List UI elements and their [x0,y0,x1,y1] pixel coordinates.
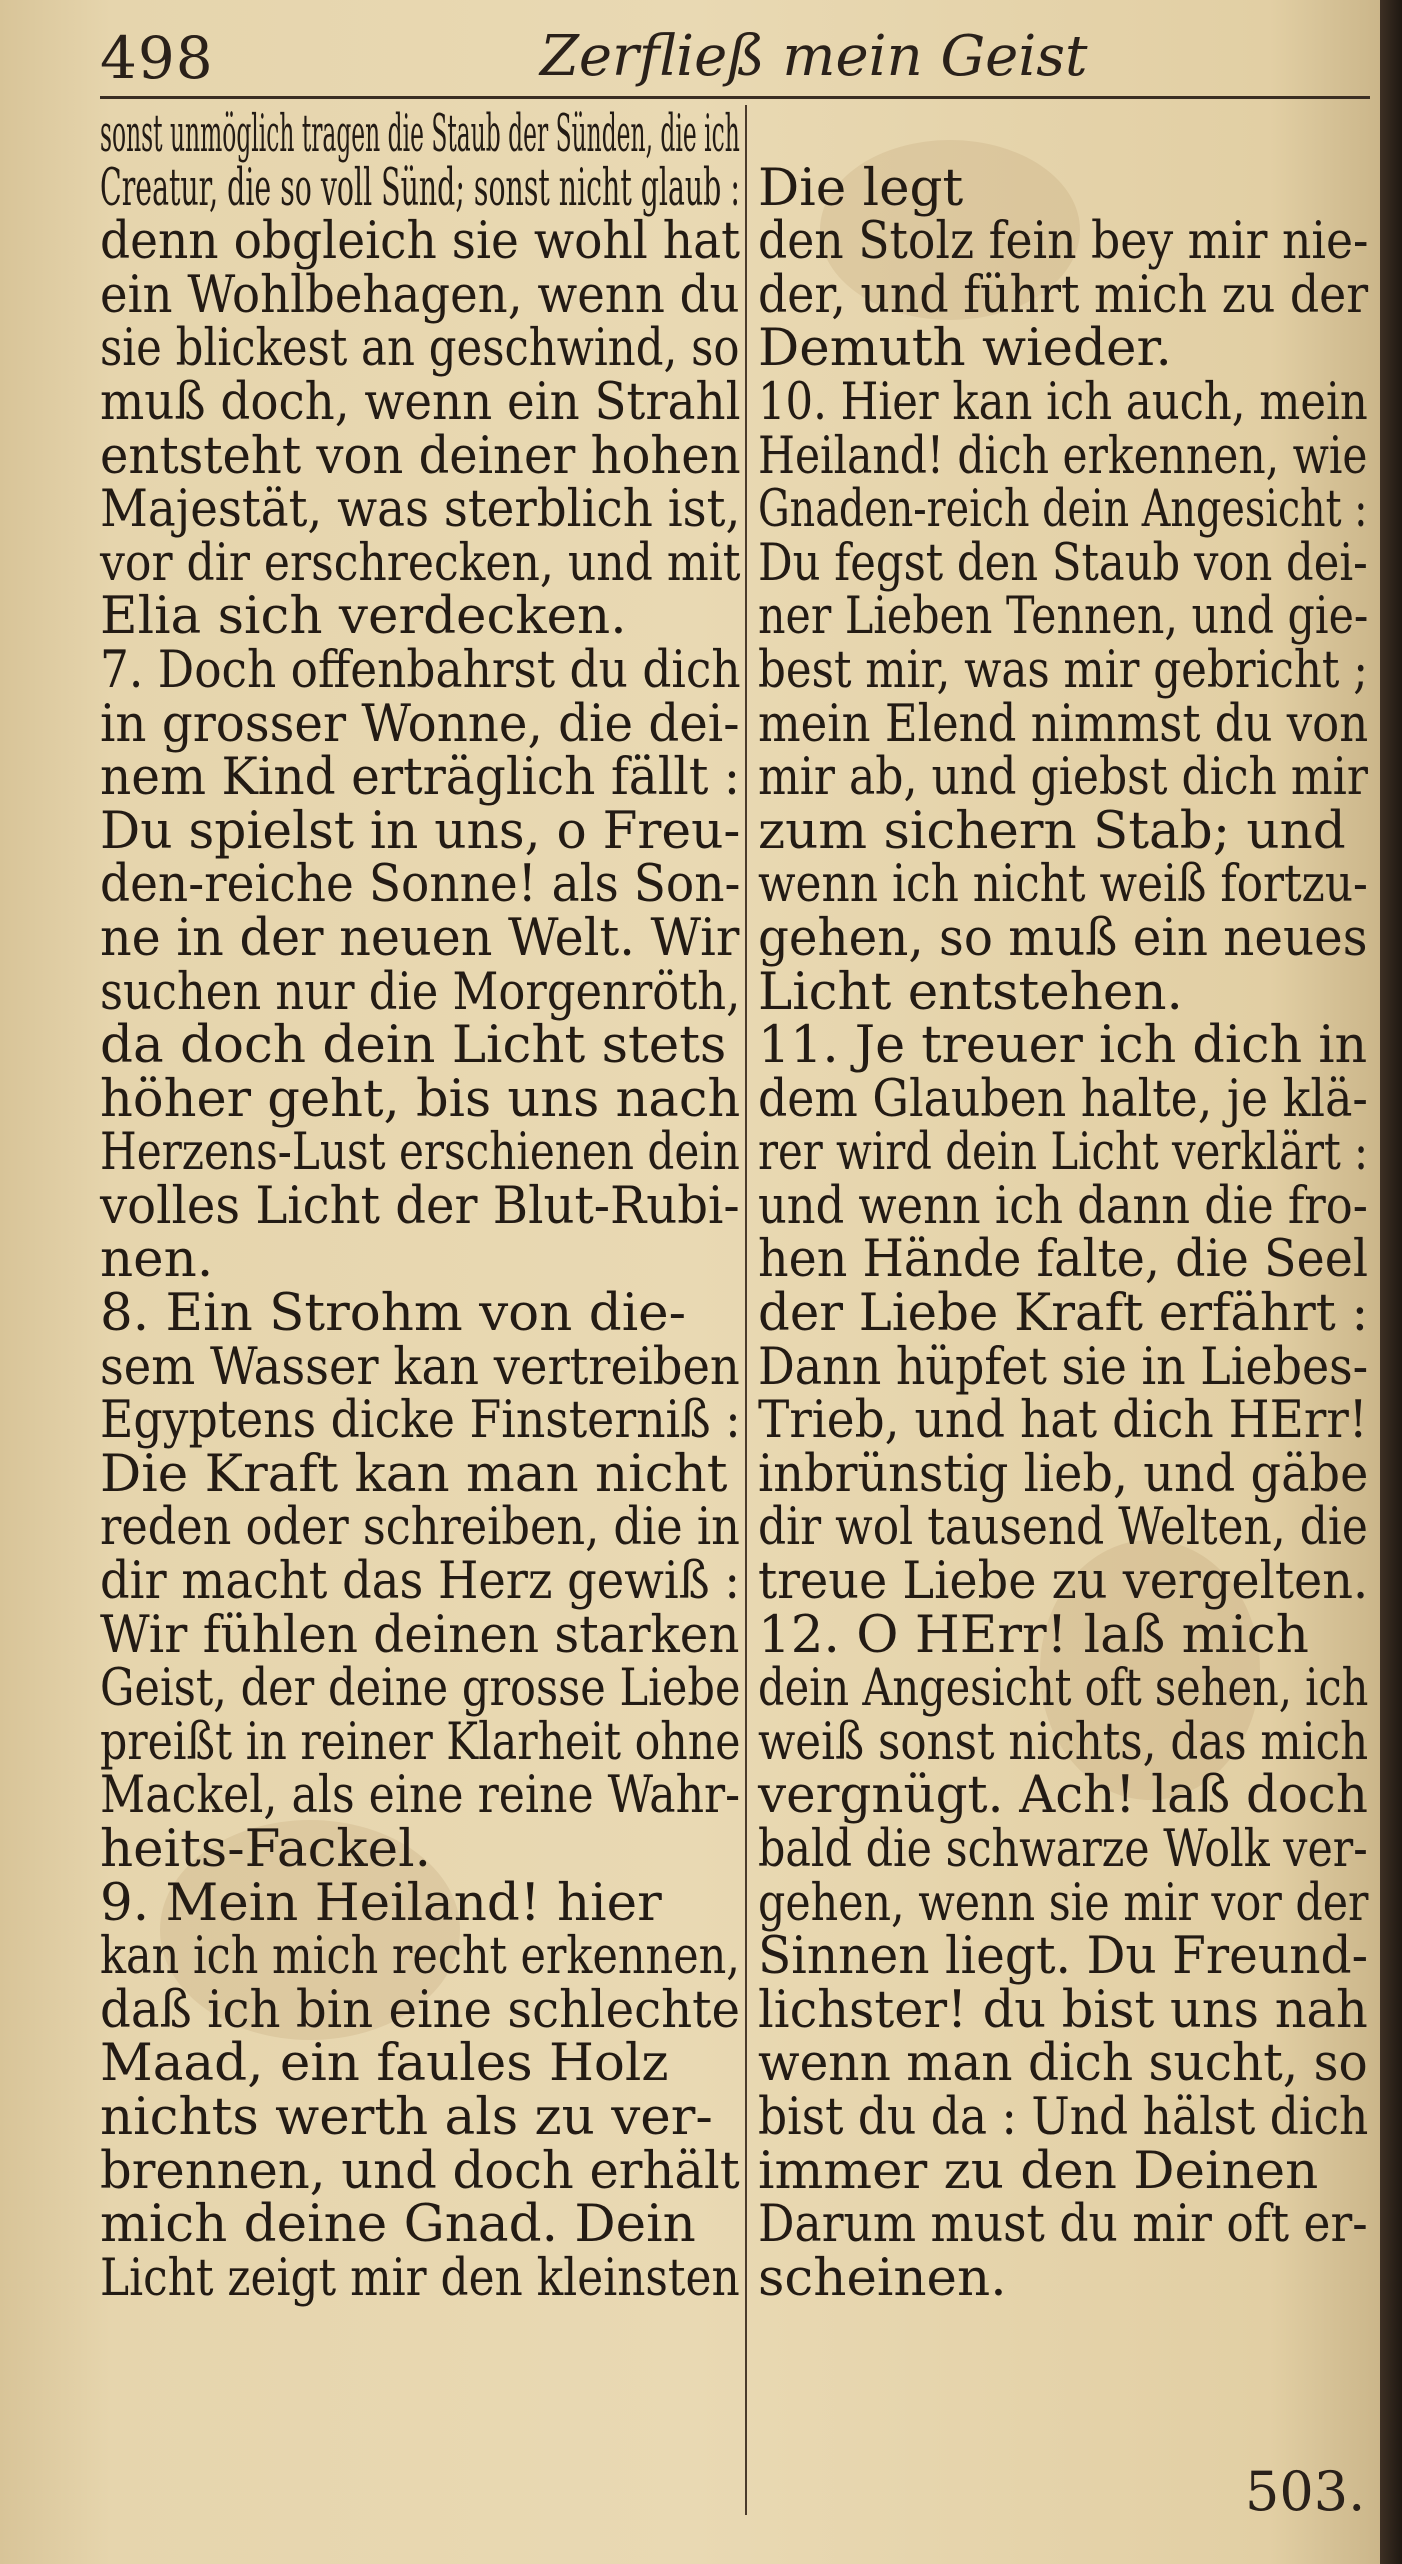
text-line: Trieb, und hat dich HErr! [758,1390,1368,1451]
page-header [0,0,1380,105]
text-line: ein Wohlbehagen, wenn du [100,264,740,325]
text-line: dem Glauben halte, je klä- [758,1068,1368,1129]
text-line: inbrünstig lieb, und gäbe [758,1443,1369,1504]
text-line: in grosser Wonne, die dei- [100,693,740,754]
book-edge [1380,0,1402,2564]
text-line: der Liebe Kraft erfährt : [758,1283,1369,1344]
text-line: preißt in reiner Klarheit ohne [100,1711,741,1772]
text-line: höher geht, bis uns nach [100,1068,741,1129]
text-line: rer wird dein Licht verklärt : [758,1122,1369,1183]
text-line: hen Hände falte, die Seel [758,1229,1369,1290]
text-line: Demuth wieder. [758,318,1172,379]
text-line: vor dir erschrecken, und mit [100,532,741,593]
text-line [758,108,1368,162]
text-line: daß ich bin eine schlechte [100,1979,741,2040]
text-line: best mir, was mir gebricht ; [758,639,1368,700]
text-line: scheinen. [758,2247,1007,2308]
text-line: muß doch, wenn ein Strahl [100,371,741,432]
text-line: kan ich mich recht erkennen, [100,1926,740,1987]
text-line: 8. Ein Strohm von die- [100,1283,687,1344]
text-line: dir wol tausend Welten, die [758,1497,1368,1558]
text-line: den Stolz fein bey mir nie- [758,211,1369,272]
text-line: ne in der neuen Welt. Wir [100,907,740,968]
text-line: mich deine Gnad. Dein [100,2194,696,2255]
text-line: gehen, wenn sie mir vor der [758,1872,1369,1933]
text-line: Maad, ein faules Holz [100,2033,669,2094]
text-line: suchen nur die Morgenröth, [100,961,741,1022]
text-line: und wenn ich dann die fro- [758,1175,1368,1236]
text-line: 9. Mein Heiland! hier [100,1872,662,1933]
text-line: mein Elend nimmst du von [758,693,1369,754]
text-line: Sinnen liegt. Du Freund- [758,1926,1369,1987]
text-line: Heiland! dich erkennen, wie [758,425,1368,486]
text-line: Du fegst den Staub von dei- [758,532,1368,593]
text-line: Die Kraft kan man nicht [100,1443,728,1504]
text-line: reden oder schreiben, die in [100,1497,740,1558]
text-line: immer zu den Deinen [758,2140,1319,2201]
text-line: bald die schwarze Wolk ver- [758,1819,1368,1879]
text-line: Du spielst in uns, o Freu- [100,800,741,861]
text-line: Darum must du mir oft er- [758,2194,1368,2255]
text-line: dir macht das Herz gewiß : [100,1551,741,1612]
text-line: bist du da : Und hälst dich [758,2086,1369,2147]
catchword: 503. [1245,2460,1366,2523]
text-line: Herzens-Lust erschienen dein [100,1122,740,1183]
text-line: lichster! du bist uns nah [758,1979,1368,2040]
text-line: 12. O HErr! laß mich [758,1604,1309,1665]
text-line: gehen, so muß ein neues [758,907,1368,968]
header-rule [100,96,1370,99]
running-title: Zerfließ mein Geist [540,24,1088,89]
text-line: heits-Fackel. [100,1819,431,1879]
text-line: der, und führt mich zu der [758,264,1369,325]
text-line: Elia sich verdecken. [100,586,627,647]
text-line: nem Kind erträglich fällt : [100,747,741,808]
text-line: Majestät, was sterblich ist, [100,479,741,540]
text-line: zum sichern Stab; und [758,800,1346,861]
text-line: Creatur, die so voll Sünd; sonst nicht glaub : [100,157,740,218]
column-divider [745,105,747,2515]
text-line: Die legt [758,157,964,218]
text-line: vergnügt. Ach! laß doch [758,1765,1368,1826]
text-line: 7. Doch offenbahrst du dich [100,639,741,700]
text-line: nen. [100,1229,214,1290]
right-column [758,108,1369,2308]
text-line: Gnaden-reich dein Angesicht : [758,479,1368,540]
text-line: Licht zeigt mir den kleinsten [100,2247,740,2308]
text-line: treue Liebe zu vergelten. [758,1551,1369,1612]
text-line: wenn ich nicht weiß fortzu- [758,854,1368,915]
text-line: Egyptens dicke Finsterniß : [100,1390,741,1451]
text-line: 11. Je treuer ich dich in [758,1015,1368,1076]
text-line: mir ab, und giebst dich mir [758,747,1368,808]
text-line: dein Angesicht oft sehen, ich [758,1658,1369,1719]
text-line: brennen, und doch erhält [100,2140,740,2201]
text-line: 10. Hier kan ich auch, mein [758,371,1368,432]
text-line: da doch dein Licht stets [100,1015,727,1076]
text-line: weiß sonst nichts, das mich [758,1711,1369,1772]
page-number: 498 [100,24,214,92]
text-line: Geist, der deine grosse Liebe [100,1658,741,1719]
text-line: volles Licht der Blut-Rubi- [100,1175,740,1236]
left-column [100,104,741,2308]
text-line: nichts werth als zu ver- [100,2086,713,2147]
text-line: Wir fühlen deinen starken [100,1604,740,1665]
text-line: den-reiche Sonne! als Son- [100,854,741,915]
text-line: wenn man dich sucht, so [758,2033,1368,2094]
text-line: Mackel, als eine reine Wahr- [100,1765,741,1826]
text-line: sie blickest an geschwind, so [100,318,740,379]
text-line: sem Wasser kan vertreiben [100,1336,740,1397]
text-line: ner Lieben Tennen, und gie- [758,586,1369,647]
text-line: sonst unmöglich tragen die Staub der Sünden, die ich [100,104,740,164]
text-line: entsteht von deiner hohen [100,425,741,486]
text-line: Licht entstehen. [758,961,1183,1022]
text-line: Dann hüpfet sie in Liebes- [758,1336,1369,1397]
text-line: denn obgleich sie wohl hat [100,211,741,272]
